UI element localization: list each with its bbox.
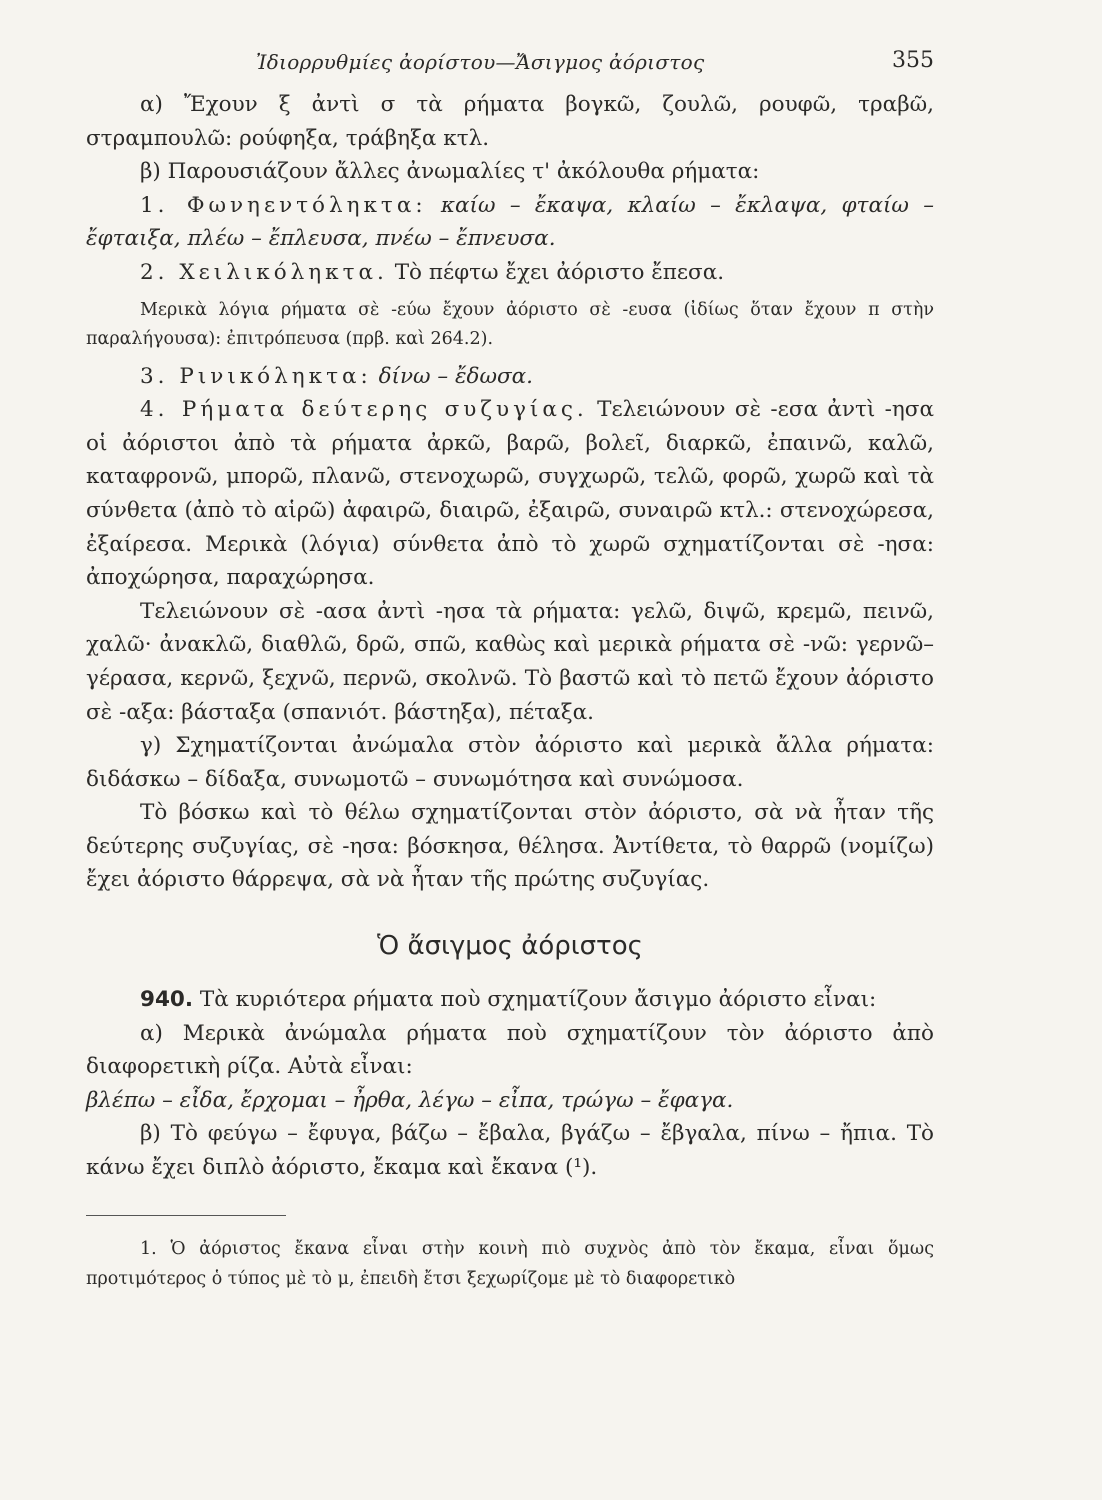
footnote: 1. Ὁ ἀόριστος ἔκανα εἶναι στὴν κοινὴ πιὸ συχνὸς ἀπὸ τὸν ἔκαμα, εἶναι ὅμως προτιμότερος ὁ τύπος μὲ τὸ μ, ἐπειδὴ ἔτσι ξεχωρίζομε μὲ τὸ διαφορετικὸ [86,1238,934,1289]
running-header [86,40,934,88]
paragraph-5: Τελειώνουν σὲ -ασα ἀντὶ -ησα τὰ ρήματα: γελῶ, διψῶ, κρεμῶ, πεινῶ, χαλῶ· ἀνακλῶ, διαθλῶ, δρῶ, σπῶ, καθὼς καὶ μερικὰ ρήματα σὲ -νῶ: γερνῶ–γέρασα, κερνῶ, ξεχνῶ, περνῶ, σκολνῶ. Τὸ βαστῶ καὶ τὸ πετῶ ἔχουν ἀόριστο σὲ -αξα: βάσταξα (σπανιότ. βάστηξα), πέταξα. [86,598,934,725]
page [86,40,934,1294]
paragraph-940-list [86,1084,934,1118]
line-a2: στραμπουλῶ: ρούφηξα, τράβηξα κτλ. [86,125,490,151]
label-1: 1. Φωνηεντόληκτα: [140,192,427,218]
verb-list: βλέπω – εἶδα, ἔρχομαι – ἦρθα, λέγω – εἶπα, τρώγω – ἔφαγα. [86,1087,734,1113]
paragraph-940 [86,983,934,1017]
text-3: δίνω – ἔδωσα. [378,363,534,389]
paragraph-940-b: β) Τὸ φεύγω – ἔφυγα, βάζω – ἔβαλα, βγάζω – ἔβγαλα, πίνω – ἤπια. Τὸ κάνω ἔχει διπλὸ ἀόριστο, ἔκαμα καὶ ἔκανα (¹). [86,1121,934,1181]
paragraph-1 [86,189,934,256]
text-4: Τελειώνουν σὲ -εσα ἀντὶ -ησα οἱ ἀόριστοι ἀπὸ τὰ ρήματα ἀρκῶ, βαρῶ, βολεῖ, διαρκῶ, ἐπαινῶ, καλῶ, καταφρονῶ, μπορῶ, πλανῶ, στενοχωρῶ, συγχωρῶ, τελῶ, φορῶ, χωρῶ καὶ τὰ σύνθετα (ἀπὸ τὸ αἱρῶ) ἀφαιρῶ, διαιρῶ, ἐξαιρῶ, συναιρῶ κτλ.: στενοχώρεσα, ἐξαίρεσα. Μερικὰ (λόγια) σύνθετα ἀπὸ τὸ χωρῶ σχηματίζονται σὲ -ησα: ἀποχώρησα, παραχώρησα. [86,397,934,591]
page-number: 355 [892,48,934,73]
label-4: 4. Ρήματα δεύτερης συζυγίας. [140,397,588,423]
paragraph-6: Τὸ βόσκω καὶ τὸ θέλω σχηματίζονται στὸν ἀόριστο, σὰ νὰ ἦταν τῆς δεύτερης συζυγίας, σὲ -ησα: βόσκησα, θέλησα. Ἀντίθετα, τὸ θαρρῶ (νομίζω) ἔχει ἀόριστο θάρρεψα, σὰ νὰ ἦταν τῆς πρώτης συζυγίας. [86,800,934,893]
label-3: 3. Ρινικόληκτα: [140,363,372,389]
text-2: Τὸ πέφτω ἔχει ἀόριστο ἔπεσα. [394,259,725,285]
section-number: 940. [140,987,194,1013]
small-note: Μερικὰ λόγια ρήματα σὲ -εύω ἔχουν ἀόριστο σὲ -ευσα (ἰδίως ὅταν ἔχουν π στὴν παραλήγουσα): ἐπιτρόπευσα (πρβ. καὶ 264.2). [86,299,934,349]
paragraph-a [86,88,934,155]
running-title: Ἰδιορρυθμίες ἀορίστου—Ἄσιγμος ἀόριστος [256,50,705,74]
paragraph-4 [86,393,934,595]
paragraph-b: β) Παρουσιάζουν ἄλλες ἀνωμαλίες τ' ἀκόλουθα ρήματα: [140,159,760,185]
footnote-rule [86,1215,286,1216]
paragraph-940-a: α) Μερικὰ ἀνώμαλα ρήματα ποὺ σχηματίζουν τὸν ἀόριστο ἀπὸ διαφορετικὴ ρίζα. Αὐτὰ εἶναι: [86,1020,934,1080]
paragraph-3 [86,360,934,394]
section-heading: Ὁ ἄσιγμος ἀόριστος [377,931,643,962]
label-2: 2. Χειλικόληκτα. [140,259,388,285]
paragraph-2 [86,256,934,290]
line-a1: α) Ἔχουν ξ ἀντὶ σ τὰ ρήματα βογκῶ, ζουλῶ, ρουφῶ, τραβῶ, [140,92,934,117]
paragraph-g: γ) Σχηματίζονται ἀνώμαλα στὸν ἀόριστο καὶ μερικὰ ἄλλα ρήματα: διδάσκω – δίδαξα, συνωμοτῶ – συνωμότησα καὶ συνώμοσα. [86,733,934,792]
section-intro: Τὰ κυριότερα ρήματα ποὺ σχηματίζουν ἄσιγμο ἀόριστο εἶναι: [199,987,877,1013]
text-1: καίω – ἔκαψα, κλαίω – ἔκλαψα, φταίω – ἔφταιξα, πλέω – ἔπλευσα, πνέω – ἔπνευσα. [86,192,934,252]
